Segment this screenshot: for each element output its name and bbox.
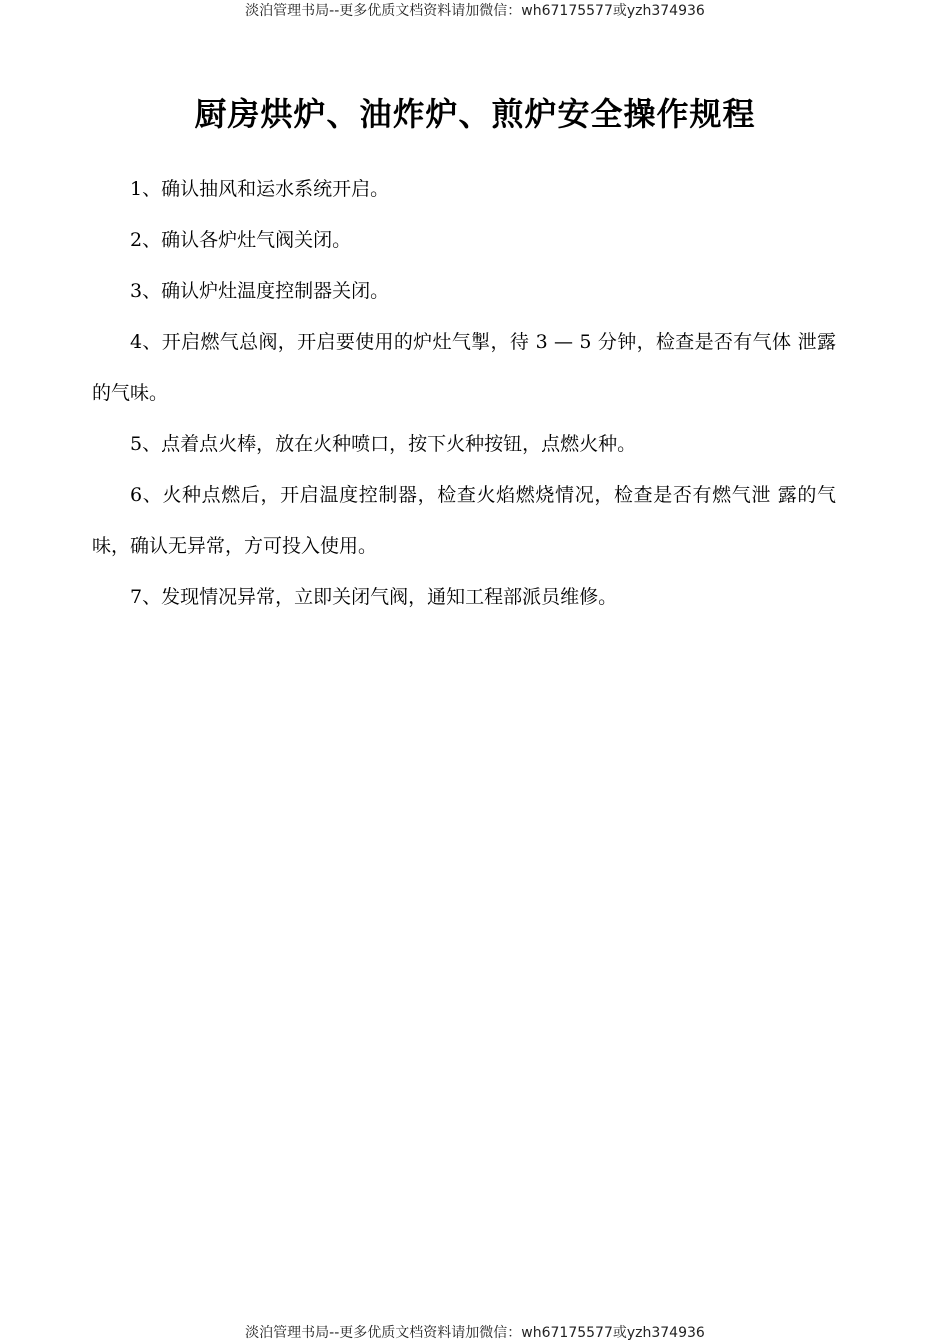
procedure-steps: [92, 164, 836, 623]
step-5: 5、点着点火棒，放在火种喷口，按下火种按钮，点燃火种。: [130, 433, 637, 455]
step-7: 7、发现情况异常，立即关闭气阀，通知工程部派员维修。: [130, 586, 618, 608]
page-footer: 淡泊管理书局--更多优质文档资料请加微信：wh67175577或yzh374936: [245, 1325, 705, 1341]
step-3: 3、确认炉灶温度控制器关闭。: [130, 280, 390, 302]
step-4: 4、开启燃气总阀，开启要使用的炉灶气掣，待 3 — 5 分钟，检查是否有气体 泄露的气味。: [92, 331, 836, 404]
step-6: 6、火种点燃后，开启温度控制器，检查火焰燃烧情况，检查是否有燃气泄 露的气味，确认无异常，方可投入使用。: [92, 484, 836, 557]
document-title: 厨房烘炉、油炸炉、煎炉安全操作规程: [194, 95, 756, 133]
step-2: 2、确认各炉灶气阀关闭。: [130, 229, 352, 251]
page-header: 淡泊管理书局--更多优质文档资料请加微信：wh67175577或yzh374936: [245, 3, 705, 19]
step-1: 1、确认抽风和运水系统开启。: [130, 178, 390, 200]
